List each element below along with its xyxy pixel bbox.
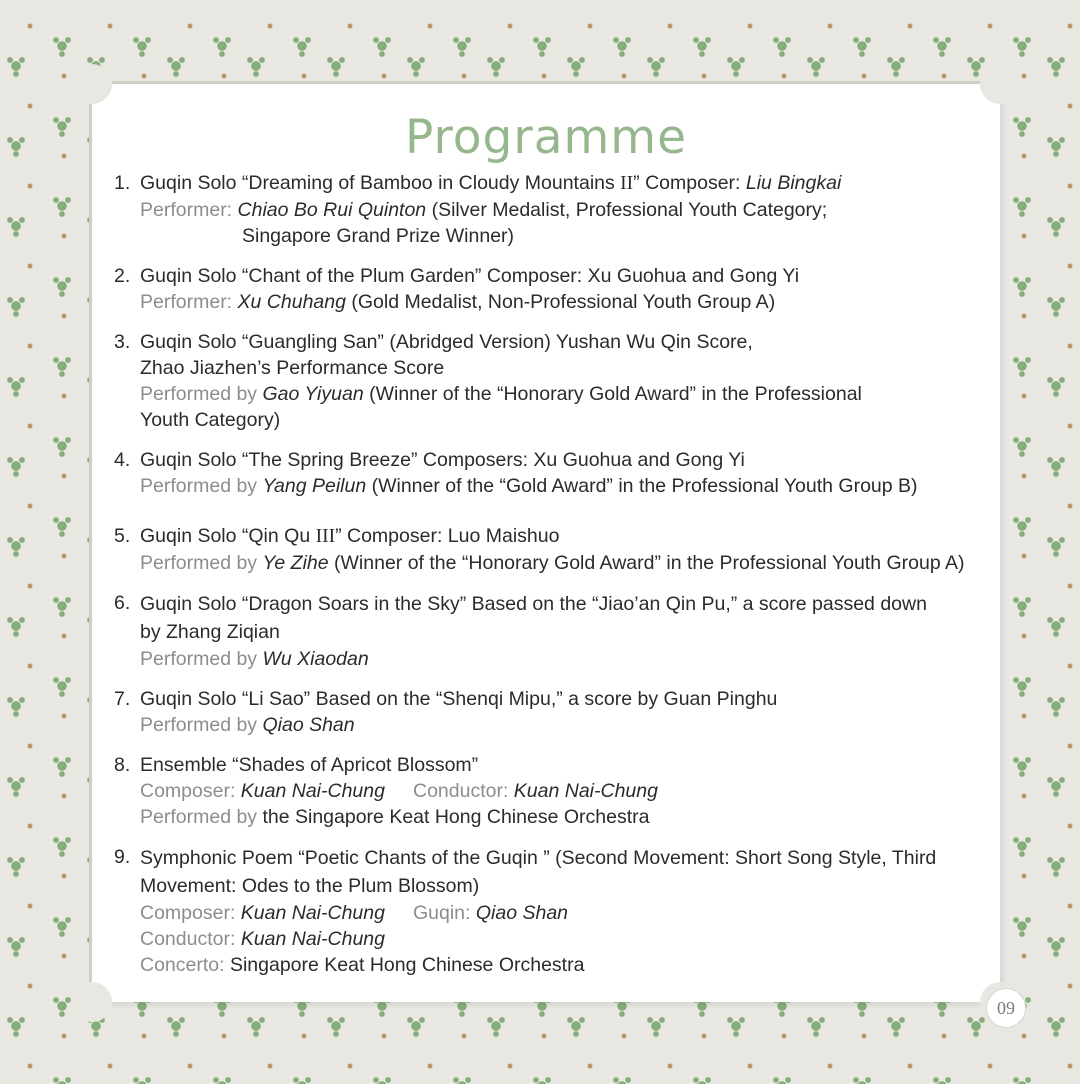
performer-name: Chiao Bo Rui Quinton: [237, 199, 427, 221]
item-number: 2.: [114, 265, 131, 287]
item-number: 9.: [114, 846, 131, 868]
performer-note-continued: Singapore Grand Prize Winner): [242, 225, 515, 247]
performer-line: [140, 712, 984, 738]
item-title: Guqin Solo “The Spring Breeze” Composers: Xu Guohua and Gong Yi: [140, 449, 745, 471]
guqin-performer: Qiao Shan: [475, 902, 569, 924]
conductor-name: Kuan Nai-Chung: [513, 780, 658, 802]
item-number: 4.: [114, 449, 131, 471]
performer-name: Ye Zihe: [262, 552, 329, 574]
list-item: [114, 686, 984, 738]
item-title: Ensemble “Shades of Apricot Blossom”: [140, 754, 479, 776]
performer-note: (Winner of the “Gold Award” in the Professional Youth Group B): [366, 475, 918, 497]
item-number: 7.: [114, 688, 131, 710]
corner-notch: [980, 64, 1020, 104]
item-number: 1.: [114, 172, 131, 194]
programme-card: [92, 84, 1000, 1002]
item-title: Guqin Solo “Dreaming of Bamboo in Cloudy Mountains II” Composer: Liu Bingkai: [140, 172, 842, 194]
page-number-badge: 09: [986, 988, 1026, 1028]
performer-name: the Singapore Keat Hong Chinese Orchestra: [262, 806, 650, 828]
programme-list: [114, 170, 984, 978]
item-title: Guqin Solo “Guangling San” (Abridged Version) Yushan Wu Qin Score,: [140, 331, 753, 353]
performer-label: Performed by: [140, 552, 263, 574]
performer-label: Performed by: [140, 714, 263, 736]
performer-line: [140, 550, 984, 576]
performer-label: Performer:: [140, 199, 238, 221]
performer-note: (Gold Medalist, Non-Professional Youth Group A): [345, 291, 776, 313]
composer-name: Kuan Nai-Chung: [240, 902, 385, 924]
item-title-continued: by Zhang Ziqian: [140, 621, 280, 643]
item-title: Guqin Solo “Chant of the Plum Garden” Composer: Xu Guohua and Gong Yi: [140, 265, 800, 287]
composer-name: Kuan Nai-Chung: [240, 780, 385, 802]
credits-line: [140, 778, 984, 804]
performer-label: Performed by: [140, 806, 263, 828]
list-item: [114, 263, 984, 315]
performer-name: Wu Xiaodan: [262, 648, 369, 670]
composer-name: Liu Bingkai: [745, 172, 842, 194]
conductor-label: Conductor:: [412, 780, 514, 802]
conductor-label: Conductor:: [140, 928, 241, 950]
credits-line: [140, 900, 984, 926]
performer-name: Qiao Shan: [262, 714, 355, 736]
item-number: 5.: [114, 525, 131, 547]
performer-label: Performed by: [140, 383, 263, 405]
concerto-name: Singapore Keat Hong Chinese Orchestra: [229, 954, 585, 976]
performer-label: Performer:: [140, 291, 238, 313]
performer-note: (Winner of the “Honorary Gold Award” in the Professional Youth Group A): [328, 552, 965, 574]
item-number: 8.: [114, 754, 131, 776]
composer-label: Composer:: [140, 902, 241, 924]
corner-notch: [72, 982, 112, 1022]
item-number: 3.: [114, 331, 131, 353]
performer-line: [140, 473, 984, 499]
conductor-line: [140, 926, 984, 952]
performer-line: [140, 804, 984, 830]
list-item: [114, 844, 984, 978]
performer-name: Gao Yiyuan: [262, 383, 364, 405]
performer-line: [140, 289, 984, 315]
performer-note: (Winner of the “Honorary Gold Award” in the Professional: [363, 383, 862, 405]
composer-label: Composer:: [140, 780, 241, 802]
page-title: Programme: [404, 110, 687, 165]
item-title-continued: Movement: Odes to the Plum Blossom): [140, 875, 480, 897]
performer-name: Yang Peilun: [262, 475, 367, 497]
list-item: [114, 329, 984, 433]
item-title: Guqin Solo “Dragon Soars in the Sky” Based on the “Jiao’an Qin Pu,” a score passed down: [140, 593, 927, 615]
list-item: [114, 447, 984, 499]
item-number: 6.: [114, 592, 131, 614]
performer-note: (Silver Medalist, Professional Youth Category;: [426, 199, 828, 221]
corner-notch: [72, 64, 112, 104]
item-title: Symphonic Poem “Poetic Chants of the Guqin ” (Second Movement: Short Song Style, Third: [140, 847, 937, 869]
conductor-name: Kuan Nai-Chung: [240, 928, 385, 950]
list-item: [114, 752, 984, 830]
performer-line: [140, 197, 984, 223]
performer-label: Performed by: [140, 648, 263, 670]
list-item: [114, 523, 984, 576]
performer-label: Performed by: [140, 475, 263, 497]
guqin-label: Guqin:: [412, 902, 476, 924]
concerto-label: Concerto:: [140, 954, 230, 976]
item-title-continued: Zhao Jiazhen’s Performance Score: [140, 357, 445, 379]
performer-line: [140, 381, 984, 407]
concerto-line: [140, 952, 984, 978]
performer-name: Xu Chuhang: [237, 291, 346, 313]
item-title: Guqin Solo “Qin Qu III” Composer: Luo Maishuo: [140, 525, 560, 547]
performer-line: [140, 646, 984, 672]
item-title: Guqin Solo “Li Sao” Based on the “Shenqi Mipu,” a score by Guan Pinghu: [140, 688, 778, 710]
performer-note-continued: Youth Category): [140, 409, 281, 431]
list-item: [114, 590, 984, 672]
list-item: [114, 170, 984, 249]
